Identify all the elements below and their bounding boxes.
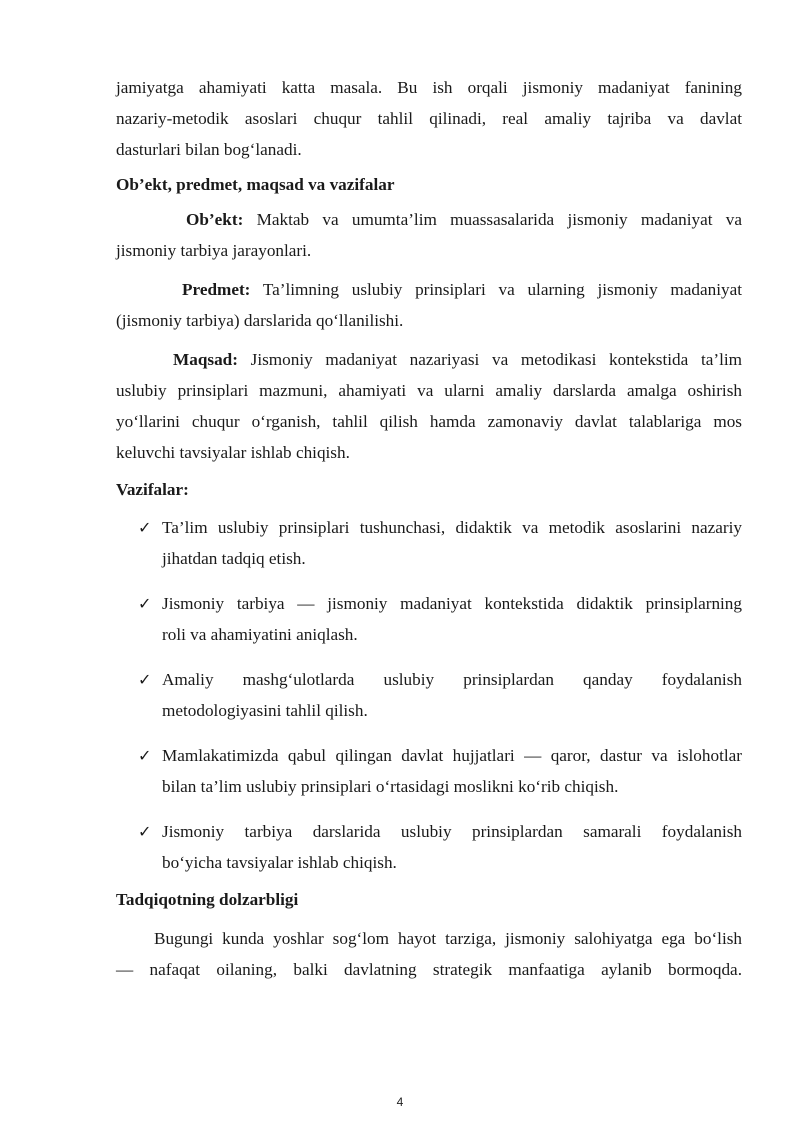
task-line: bo‘yicha tavsiyalar ishlab chiqish. (162, 853, 397, 872)
relevance-paragraph (116, 923, 742, 985)
maqsad-text: Jismoniy madaniyat nazariyasi va metodikasi kontekstida ta’lim (237, 350, 742, 369)
checkmark-icon: ✓ (138, 670, 152, 689)
obyekt-line (116, 204, 742, 235)
document-page (116, 72, 742, 985)
task-line: Ta’lim uslubiy prinsiplari tushunchasi, didaktik va metodik asoslarini nazariy (162, 518, 742, 537)
predmet-text: Ta’limning uslubiy prinsiplari va ularning jismoniy madaniyat (250, 280, 742, 299)
predmet-label: Predmet: (182, 280, 251, 299)
task-line: Amaliy mashg‘ulotlarda uslubiy prinsiplardan qanday foydalanish (162, 670, 742, 689)
task-line: Jismoniy tarbiya — jismoniy madaniyat kontekstida didaktik prinsiplarning (162, 594, 742, 613)
maqsad-paragraph (116, 344, 742, 468)
intro-line: jamiyatga ahamiyati katta masala. Bu ish orqali jismoniy madaniyat fanining (116, 78, 742, 97)
task-line: Jismoniy tarbiya darslarida uslubiy prinsiplardan samarali foydalanish (162, 822, 742, 841)
checkmark-icon: ✓ (138, 822, 152, 841)
list-item (116, 512, 742, 574)
tasks-list (116, 512, 742, 878)
predmet-paragraph (116, 274, 742, 336)
task-line: bilan ta’lim uslubiy prinsiplari o‘rtasidagi moslikni ko‘rib chiqish. (162, 777, 619, 796)
intro-paragraph (116, 72, 742, 165)
maqsad-line: uslubiy prinsiplari mazmuni, ahamiyati va ularni amaliy darslarda amalga oshirish (116, 381, 742, 400)
obyekt-text: Maktab va umumta’lim muassasalarida jismoniy madaniyat va (243, 210, 742, 229)
maqsad-line: keluvchi tavsiyalar ishlab chiqish. (116, 443, 350, 462)
maqsad-line: yo‘llarini chuqur o‘rganish, tahlil qilish hamda zamonaviy davlat talablariga mos (116, 412, 742, 431)
list-item (116, 588, 742, 650)
maqsad-line (116, 344, 742, 375)
relevance-heading: Tadqiqotning dolzarbligi (116, 890, 299, 909)
obyekt-paragraph (116, 204, 742, 266)
list-item (116, 816, 742, 878)
list-item (116, 740, 742, 802)
task-line: roli va ahamiyatini aniqlash. (162, 625, 358, 644)
predmet-line (116, 274, 742, 305)
relevance-line: — nafaqat oilaning, balki davlatning strategik manfaatiga aylanib bormoqda. (116, 960, 742, 979)
page-number: 4 (396, 1095, 404, 1109)
section-heading-objects: Ob’ekt, predmet, maqsad va vazifalar (116, 175, 395, 194)
tasks-heading: Vazifalar: (116, 480, 189, 499)
maqsad-label: Maqsad: (173, 350, 238, 369)
task-line: Mamlakatimizda qabul qilingan davlat hujjatlari — qaror, dastur va islohotlar (162, 746, 742, 765)
checkmark-icon: ✓ (138, 594, 152, 613)
obyekt-line: jismoniy tarbiya jarayonlari. (116, 241, 312, 260)
intro-line: dasturlari bilan bog‘lanadi. (116, 140, 302, 159)
list-item (116, 664, 742, 726)
predmet-line: (jismoniy tarbiya) darslarida qo‘llanilishi. (116, 311, 404, 330)
intro-line: nazariy-metodik asoslari chuqur tahlil qilinadi, real amaliy tajriba va davlat (116, 109, 742, 128)
checkmark-icon: ✓ (138, 518, 152, 537)
task-line: metodologiyasini tahlil qilish. (162, 701, 368, 720)
obyekt-label: Ob’ekt: (186, 210, 244, 229)
task-line: jihatdan tadqiq etish. (162, 549, 306, 568)
checkmark-icon: ✓ (138, 746, 152, 765)
relevance-line: Bugungi kunda yoshlar sog‘lom hayot tarziga, jismoniy salohiyatga ega bo‘lish (154, 929, 742, 948)
